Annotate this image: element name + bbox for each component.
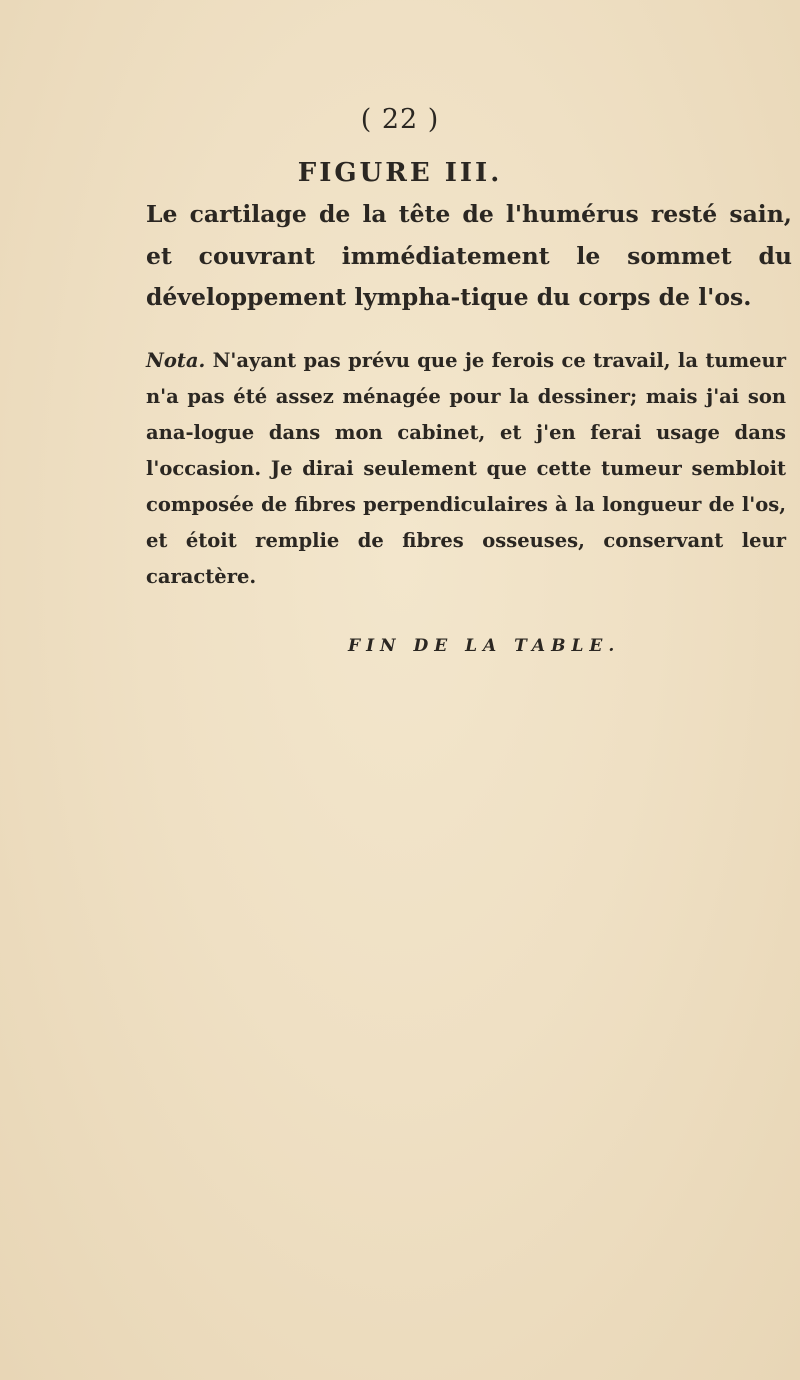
page-number: ( 22 ) (360, 104, 440, 135)
nota-paragraph (146, 343, 786, 595)
figure-title: FIGURE III. (297, 158, 503, 188)
nota-label: Nota. (146, 349, 206, 372)
nota-text: N'ayant pas prévu que je ferois ce travail, la tumeur n'a pas été assez ménagée pour la dessiner; mais j'ai son ana-logue dans mon cabinet, et j'en ferai usage dans l'occasion. Je dirai seulement que cette tumeur sembloit composée de fibres perpendiculaires à la longueur de l'os, et étoit remplie de fibres osseuses, conservant leur caractère. (146, 349, 786, 588)
figure-caption: Le cartilage de la tête de l'humérus resté sain, et couvrant immédiatement le sommet du développement lympha-tique du corps de l'os. (146, 200, 792, 311)
end-of-table-mark: FIN DE LA TABLE. (348, 636, 621, 656)
